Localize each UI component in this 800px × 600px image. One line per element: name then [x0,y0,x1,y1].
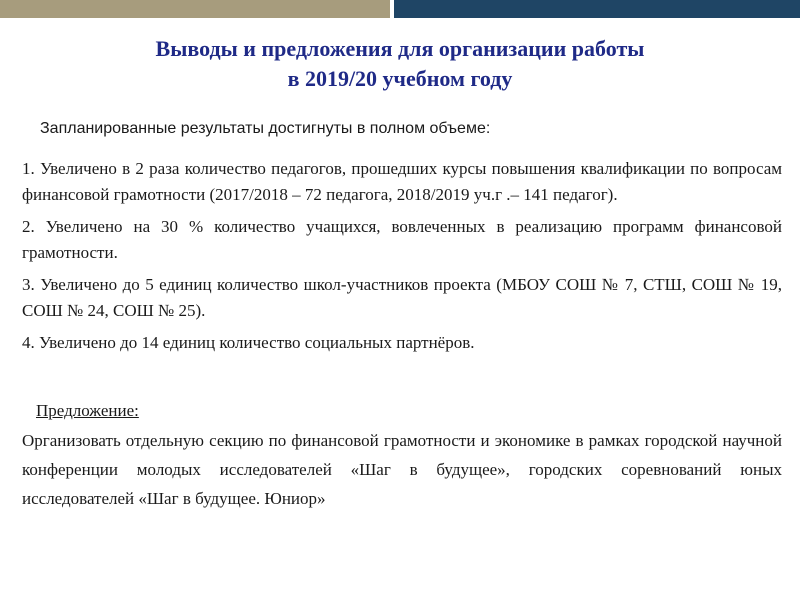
result-item-4: 4. Увеличено до 14 единиц количество социальных партнёров. [22,333,475,352]
top-decorative-bar [0,0,800,18]
results-list [22,156,782,362]
intro-text: Запланированные результаты достигнуты в полном объеме: [40,120,491,137]
top-bar-navy-segment [394,0,800,18]
top-bar-tan-segment [0,0,390,18]
slide-title-line-1: Выводы и предложения для организации работы [155,36,645,61]
result-item-3: 3. Увеличено до 5 единиц количество школ-участников проекта (МБОУ СОШ № 7, СТШ, СОШ № 19, СОШ № 24, СОШ № 25). [22,275,782,320]
slide-title-line-2: в 2019/20 учебном году [287,66,513,91]
slide-title [0,34,800,94]
result-item-1: 1. Увеличено в 2 раза количество педагогов, прошедших курсы повышения квалификации по вопросам финансовой грамотности (2017/2018 – 72 педагога, 2018/2019 уч.г .– 141 педагог). [22,159,782,204]
proposal-text: Организовать отдельную секцию по финансовой грамотности и экономике в рамках городской научной конференции молодых исследователей «Шаг в будущее», городских соревнований юных исследователей «Шаг в будущее. Юниор» [22,431,782,508]
result-item-2: 2. Увеличено на 30 % количество учащихся, вовлеченных в реализацию программ финансовой грамотности. [22,217,782,262]
proposal-heading: Предложение: [36,401,139,420]
